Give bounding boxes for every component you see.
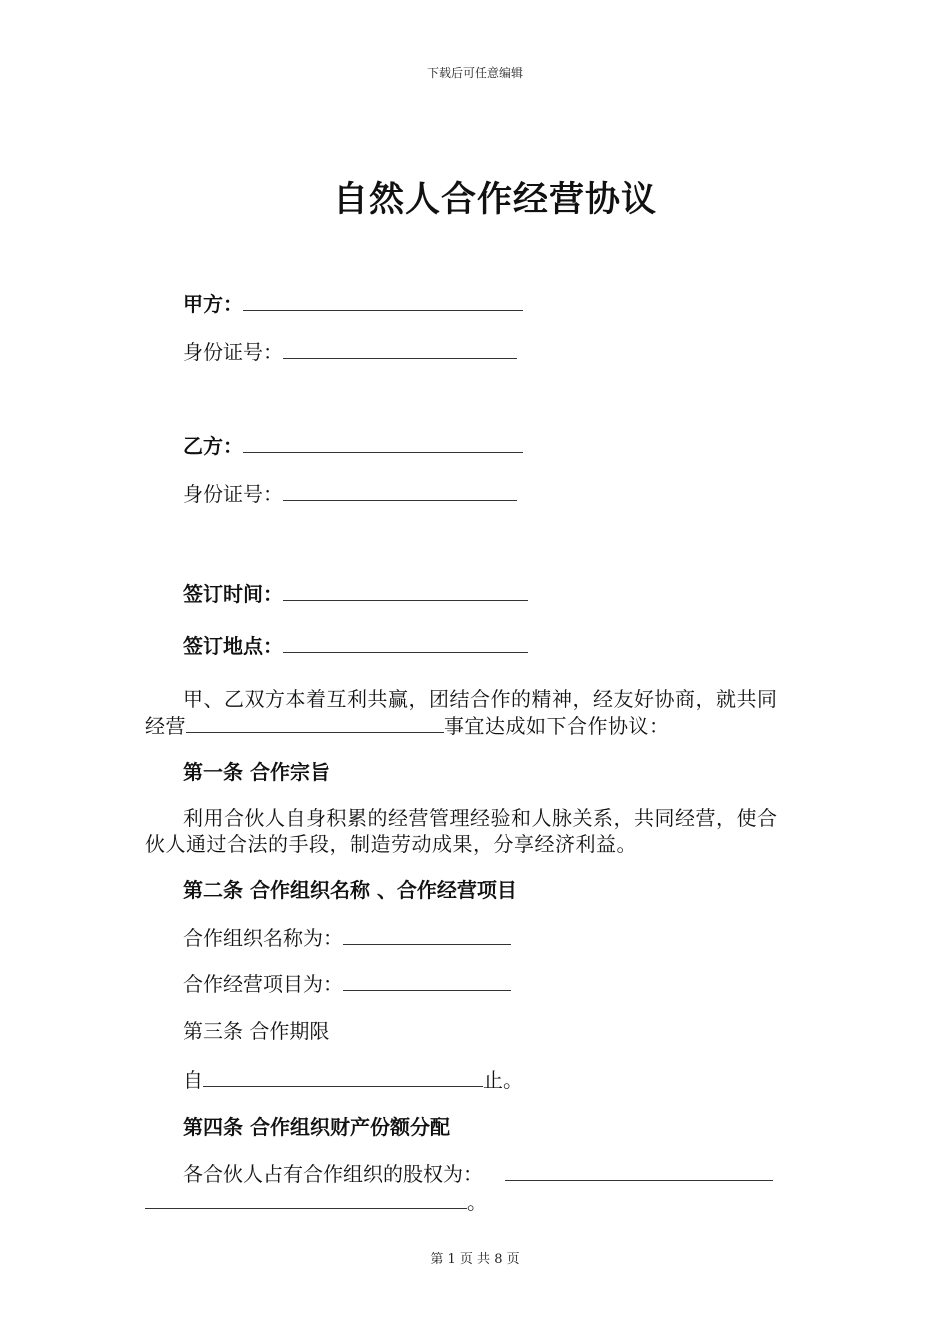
org-name-label: 合作组织名称为：: [183, 926, 343, 950]
signing-place-row: [183, 632, 528, 660]
signing-time-row: [183, 580, 528, 608]
project-blank: [343, 970, 511, 991]
page-header: 下载后可任意编辑: [426, 66, 523, 80]
party-b-id-label: 身份证号：: [183, 482, 283, 506]
party-a-blank: [243, 290, 523, 311]
signing-time-label: 签订时间：: [183, 582, 283, 606]
party-a-id-blank: [283, 338, 517, 359]
party-b-id-blank: [283, 480, 517, 501]
signing-place-blank: [283, 632, 528, 653]
article-4-heading: 第四条 合作组织财产份额分配: [183, 1115, 450, 1139]
article-1-body: 利用合伙人自身积累的经营管理经验和人脉关系，共同经营，使合伙人通过合法的手段，制造劳动成果，分享经济利益。: [145, 806, 778, 856]
share-row-2: [145, 1188, 487, 1216]
term-to-label: 止。: [483, 1068, 523, 1092]
share-end-mark: 。: [467, 1190, 487, 1214]
article-2-heading: 第二条 合作组织名称 、合作经营项目: [183, 878, 517, 902]
party-b-blank: [243, 432, 523, 453]
share-blank-1: [505, 1160, 773, 1181]
term-blank: [203, 1066, 483, 1087]
share-blank-2: [145, 1188, 467, 1209]
article-3-heading: 第三条 合作期限: [183, 1019, 330, 1043]
project-label: 合作经营项目为：: [183, 972, 343, 996]
org-name-blank: [343, 924, 511, 945]
business-blank: [186, 712, 444, 733]
term-row: [183, 1066, 523, 1094]
party-a-row: [183, 290, 523, 318]
article-1-heading: 第一条 合作宗旨: [183, 760, 330, 784]
signing-time-blank: [283, 580, 528, 601]
signing-place-label: 签订地点：: [183, 634, 283, 658]
party-a-id-row: [183, 338, 517, 366]
intro-text-before: 甲、乙双方本着互利共赢，团结合作的精神，经友好协商，就共同经营: [145, 687, 778, 738]
intro-text-after: 事宜达成如下合作协议：: [444, 714, 670, 738]
page-footer: 第 1 页 共 8 页: [430, 1252, 520, 1267]
party-b-id-row: [183, 480, 517, 508]
party-a-label: 甲方：: [183, 292, 243, 316]
term-from-label: 自: [183, 1068, 203, 1092]
party-b-label: 乙方：: [183, 434, 243, 458]
share-label: 各合伙人占有合作组织的股权为：: [183, 1162, 483, 1186]
intro-paragraph: [145, 686, 795, 739]
project-row: [183, 970, 511, 998]
party-b-row: [183, 432, 523, 460]
document-title: 自然人合作经营协议: [332, 180, 657, 220]
share-row: [183, 1160, 773, 1188]
party-a-id-label: 身份证号：: [183, 340, 283, 364]
org-name-row: [183, 924, 511, 952]
